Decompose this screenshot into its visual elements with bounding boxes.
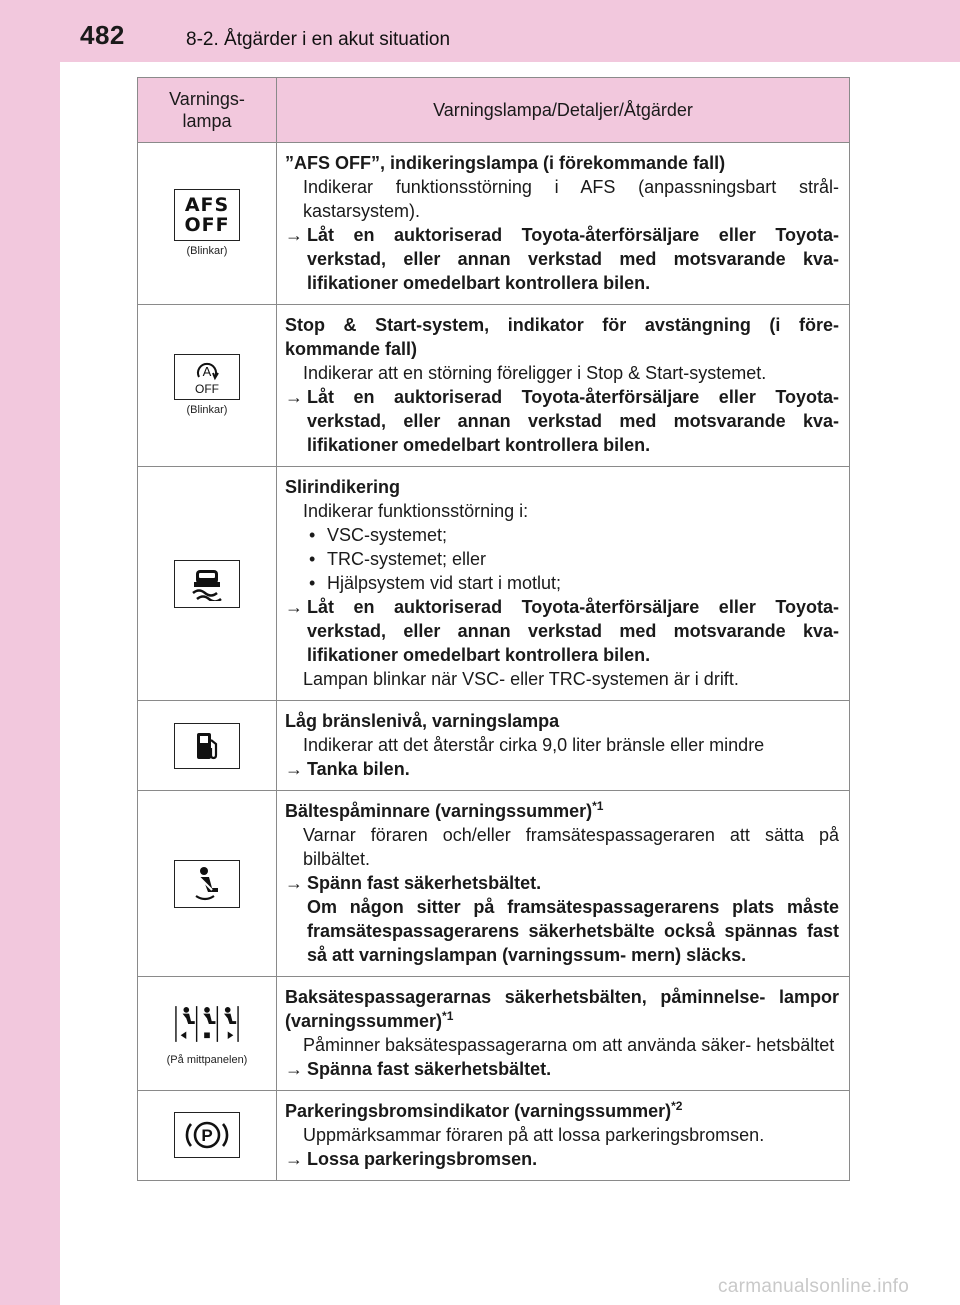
row-action xyxy=(285,757,839,781)
footnote-marker: *2 xyxy=(671,1099,683,1113)
off-label: OFF xyxy=(195,382,219,396)
afs-off-icon xyxy=(174,189,240,241)
row-title-text: Baksätespassagerarnas säkerhetsbälten, påminnelse- lampor (varningssummer) xyxy=(285,987,839,1031)
details-cell xyxy=(277,701,850,791)
arrow-icon: → xyxy=(285,1149,303,1169)
table-header-row xyxy=(138,78,850,143)
page-number: 482 xyxy=(80,20,125,50)
icon-cell xyxy=(138,791,277,977)
arrow-icon: → xyxy=(285,759,303,779)
details-cell xyxy=(277,1091,850,1181)
table-row xyxy=(138,1091,850,1181)
icon-cell xyxy=(138,305,277,467)
stop-start-off-icon xyxy=(174,354,240,400)
seatbelt-person-symbol xyxy=(190,866,224,902)
table-row xyxy=(138,791,850,977)
skidding-car-symbol xyxy=(189,567,225,601)
row-title xyxy=(285,1099,839,1123)
action-text: Lossa parkeringsbromsen. xyxy=(307,1149,538,1169)
row-action xyxy=(285,385,839,457)
slip-indicator-icon xyxy=(174,560,240,608)
icon-cell xyxy=(138,143,277,305)
row-description: Indikerar funktionsstörning i: xyxy=(303,501,529,521)
arrow-icon: → xyxy=(285,597,303,617)
row-note: Lampan blinkar när VSC- eller TRC-systemen är i drift. xyxy=(303,669,739,689)
bullet-icon: • xyxy=(309,525,316,545)
icon-cell xyxy=(138,1091,277,1181)
col-header-details: Varningslampa/Detaljer/Åtgärder xyxy=(277,78,850,143)
row-title: Stop & Start-system, indikator för avstängning (i före- kommande fall) xyxy=(285,315,839,359)
details-cell xyxy=(277,305,850,467)
row-action xyxy=(285,223,839,295)
icon-cell xyxy=(138,977,277,1091)
footnote-marker: *1 xyxy=(592,799,604,813)
svg-text:P: P xyxy=(201,1126,213,1145)
table-row xyxy=(138,977,850,1091)
icon-cell xyxy=(138,467,277,701)
row-title: ”AFS OFF”, indikeringslampa (i förekommande fall) xyxy=(285,153,726,173)
row-description: Varnar föraren och/eller framsätespassageraren att sätta på bilbältet. xyxy=(303,825,839,869)
row-action xyxy=(285,595,839,667)
bullet-icon: • xyxy=(309,549,316,569)
seatbelt-icon xyxy=(174,860,240,908)
section-title: 8-2. Åtgärder i en akut situation xyxy=(186,29,451,50)
list-item-text: Hjälpsystem vid start i motlut; xyxy=(327,573,562,593)
list-item-text: TRC-systemet; eller xyxy=(327,549,487,569)
arrow-icon: → xyxy=(285,873,303,893)
table-row xyxy=(138,467,850,701)
row-title: Slirindikering xyxy=(285,477,401,497)
action-text: Spänn fast säkerhetsbältet. xyxy=(307,873,542,893)
row-title xyxy=(285,985,839,1033)
action-text: Låt en auktoriserad Toyota-återförsäljare eller Toyota- verkstad, eller annan verkstad med motsvarande kva- lifikationer omedelbart kontrollera bilen. xyxy=(307,387,839,455)
arrow-icon: → xyxy=(285,1059,303,1079)
row-description: Påminner baksätespassagerarna om att använda säker- hetsbältet xyxy=(303,1035,835,1055)
details-cell xyxy=(277,791,850,977)
arrow-icon: → xyxy=(285,387,303,407)
fuel-pump-symbol xyxy=(192,730,222,762)
row-description: Uppmärksammar föraren på att lossa parkeringsbromsen. xyxy=(303,1125,765,1145)
table-row xyxy=(138,701,850,791)
action-group xyxy=(307,871,839,967)
list-item xyxy=(285,571,839,595)
row-title-text: Parkeringsbromsindikator (varningssummer) xyxy=(285,1101,672,1121)
row-description: Indikerar funktionsstörning i AFS (anpassningsbart strål- kastarsystem). xyxy=(303,177,839,221)
col-header-lamp: Varnings- lampa xyxy=(138,78,277,143)
row-description: Indikerar att det återstår cirka 9,0 liter bränsle eller mindre xyxy=(303,735,765,755)
warning-lights-table xyxy=(137,77,850,1181)
svg-text:A: A xyxy=(202,364,212,379)
icon-cell xyxy=(138,701,277,791)
action-text: Spänna fast säkerhetsbältet. xyxy=(307,1059,552,1079)
details-cell xyxy=(277,467,850,701)
side-color-band xyxy=(0,0,60,1305)
action-text: Låt en auktoriserad Toyota-återförsäljare eller Toyota- verkstad, eller annan verkstad med motsvarande kva- lifikationer omedelbart kontrollera bilen. xyxy=(307,597,839,665)
rear-seatbelts-icon xyxy=(175,1001,239,1047)
row-description: Indikerar att en störning föreligger i Stop & Start-systemet. xyxy=(303,363,767,383)
afs-icon-label: AFS xyxy=(184,194,230,216)
stop-start-symbol xyxy=(194,359,220,383)
parking-brake-symbol xyxy=(184,1117,230,1153)
icon-caption: (På mittpanelen) xyxy=(166,1053,248,1066)
afs-icon-label-off: OFF xyxy=(184,214,230,236)
arrow-icon: → xyxy=(285,225,303,245)
footnote-marker: *1 xyxy=(442,1009,454,1023)
list-item xyxy=(285,523,839,547)
list-item xyxy=(285,547,839,571)
watermark: carmanualsonline.info xyxy=(718,1276,910,1297)
rear-seatbelt-symbols xyxy=(175,1004,239,1044)
table-row xyxy=(138,143,850,305)
bullet-icon: • xyxy=(309,573,316,593)
details-cell xyxy=(277,143,850,305)
action-detail: Om någon sitter på framsätespassagerarens plats måste framsätespassagerarens säkerhetsbälte också spännas fast så att varningslampan (varningssum- mern) släcks. xyxy=(307,897,839,965)
fuel-pump-icon xyxy=(174,723,240,769)
parking-brake-icon xyxy=(174,1112,240,1158)
row-action xyxy=(285,1147,839,1171)
icon-caption: (Blinkar) xyxy=(186,245,228,257)
row-title-text: Bältespåminnare (varningssummer) xyxy=(285,801,593,821)
row-title xyxy=(285,799,839,823)
table-row xyxy=(138,305,850,467)
action-text: Tanka bilen. xyxy=(307,759,410,779)
details-cell xyxy=(277,977,850,1091)
row-title: Låg bränslenivå, varningslampa xyxy=(285,711,560,731)
action-text: Låt en auktoriserad Toyota-återförsäljare eller Toyota- verkstad, eller annan verkstad med motsvarande kva- lifikationer omedelbart kontrollera bilen. xyxy=(307,225,839,293)
row-action xyxy=(285,1057,839,1081)
list-item-text: VSC-systemet; xyxy=(327,525,448,545)
row-action xyxy=(285,871,839,967)
icon-caption: (Blinkar) xyxy=(186,404,228,416)
